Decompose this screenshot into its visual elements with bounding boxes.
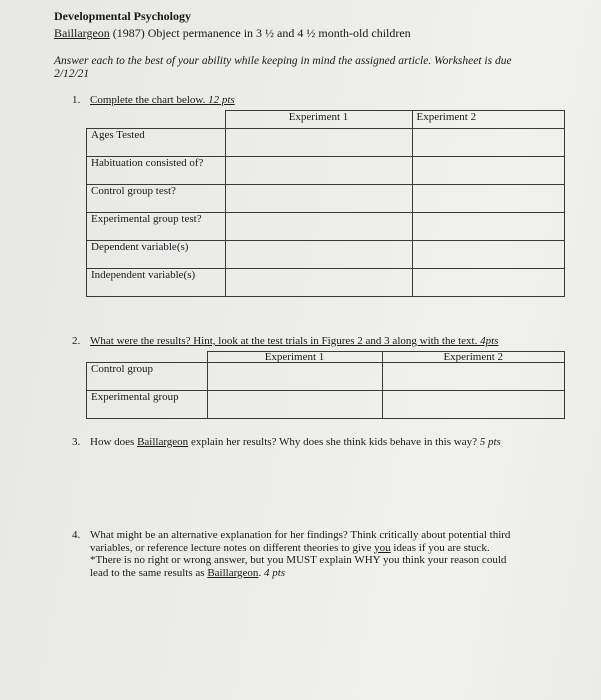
article-citation xyxy=(54,26,411,41)
answer-cell[interactable] xyxy=(207,363,382,391)
row-label-control-group: Control group xyxy=(87,363,208,391)
question-number: 2. xyxy=(72,335,81,347)
table-row xyxy=(87,213,565,241)
author-name: Baillargeon xyxy=(207,566,259,579)
question-line-2 xyxy=(72,542,510,555)
question-text-b: explain her results? Why does she think kids behave in this way? xyxy=(188,436,480,448)
question-line-4 xyxy=(72,567,510,580)
question-number: 1. xyxy=(72,94,81,106)
instructions: Answer each to the best of your ability while keeping in mind the assigned article. Worksheet is due 2/12/21 xyxy=(54,55,512,80)
answer-cell[interactable] xyxy=(412,269,565,297)
question-text: What might be an alternative explanation for her findings? Think critically about potential third xyxy=(90,529,511,541)
table-row xyxy=(87,269,565,297)
table-row xyxy=(87,391,565,419)
column-header-experiment-2: Experiment 2 xyxy=(382,352,565,363)
answer-cell[interactable] xyxy=(225,185,412,213)
results-table xyxy=(86,351,565,419)
answer-cell[interactable] xyxy=(412,129,565,157)
row-label-independent-variables: Independent variable(s) xyxy=(87,269,226,297)
question-points: 12 pts xyxy=(208,94,235,106)
answer-cell[interactable] xyxy=(382,363,565,391)
corner-cell xyxy=(87,352,208,363)
table-row xyxy=(87,241,565,269)
answer-cell[interactable] xyxy=(412,241,565,269)
question-text: variables, or reference lecture notes on different theories to give xyxy=(90,541,375,554)
answer-cell[interactable] xyxy=(412,157,565,185)
question-2 xyxy=(72,335,498,347)
question-number: 3. xyxy=(72,436,81,448)
table-header-row xyxy=(87,352,565,363)
answer-cell[interactable] xyxy=(225,213,412,241)
course-title: Developmental Psychology xyxy=(54,9,191,23)
table-row xyxy=(87,129,565,157)
table-row xyxy=(87,363,565,391)
row-label-ages-tested: Ages Tested xyxy=(87,129,226,157)
question-number: 4. xyxy=(72,529,81,541)
question-line-3: *There is no right or wrong answer, but you MUST explain WHY you think your reason could xyxy=(90,554,507,566)
answer-cell[interactable] xyxy=(412,185,565,213)
answer-cell[interactable] xyxy=(207,391,382,419)
row-label-habituation: Habituation consisted of? xyxy=(87,157,226,185)
question-points: 5 pts xyxy=(479,436,501,448)
answer-cell[interactable] xyxy=(225,129,412,157)
question-text: What were the results? Hint, look at the test trials in Figures 2 and 3 along with the text. xyxy=(90,335,481,347)
citation-rest: (1987) Object permanence in 3 ½ and 4 ½ month-old children xyxy=(109,26,411,40)
question-text: ideas if you are stuck. xyxy=(390,541,490,554)
question-3 xyxy=(72,436,501,448)
question-4 xyxy=(72,529,510,579)
row-label-experimental-group: Experimental group xyxy=(87,391,208,419)
answer-cell[interactable] xyxy=(225,269,412,297)
question-text: . xyxy=(258,566,264,579)
question-points: 4 pts xyxy=(263,566,286,579)
chart-table-1 xyxy=(86,110,565,297)
table-header-row xyxy=(87,111,565,129)
answer-cell[interactable] xyxy=(382,391,565,419)
column-header-experiment-2: Experiment 2 xyxy=(412,111,565,129)
question-line-1 xyxy=(72,529,510,542)
answer-cell[interactable] xyxy=(412,213,565,241)
author-name: Baillargeon xyxy=(137,436,189,448)
row-label-control-group-test: Control group test? xyxy=(87,185,226,213)
row-label-experimental-group-test: Experimental group test? xyxy=(87,213,226,241)
question-text: you xyxy=(374,541,391,554)
question-text: Complete the chart below. xyxy=(90,94,209,106)
question-points: 4pts xyxy=(480,335,499,347)
table-row xyxy=(87,157,565,185)
table-row xyxy=(87,185,565,213)
citation-author: Baillargeon xyxy=(54,26,110,40)
question-text: lead to the same results as xyxy=(90,566,208,579)
corner-cell xyxy=(87,111,226,129)
question-text-a: How does xyxy=(90,436,138,448)
question-1 xyxy=(72,94,235,106)
column-header-experiment-1: Experiment 1 xyxy=(207,352,382,363)
answer-cell[interactable] xyxy=(225,241,412,269)
row-label-dependent-variables: Dependent variable(s) xyxy=(87,241,226,269)
answer-cell[interactable] xyxy=(225,157,412,185)
column-header-experiment-1: Experiment 1 xyxy=(225,111,412,129)
